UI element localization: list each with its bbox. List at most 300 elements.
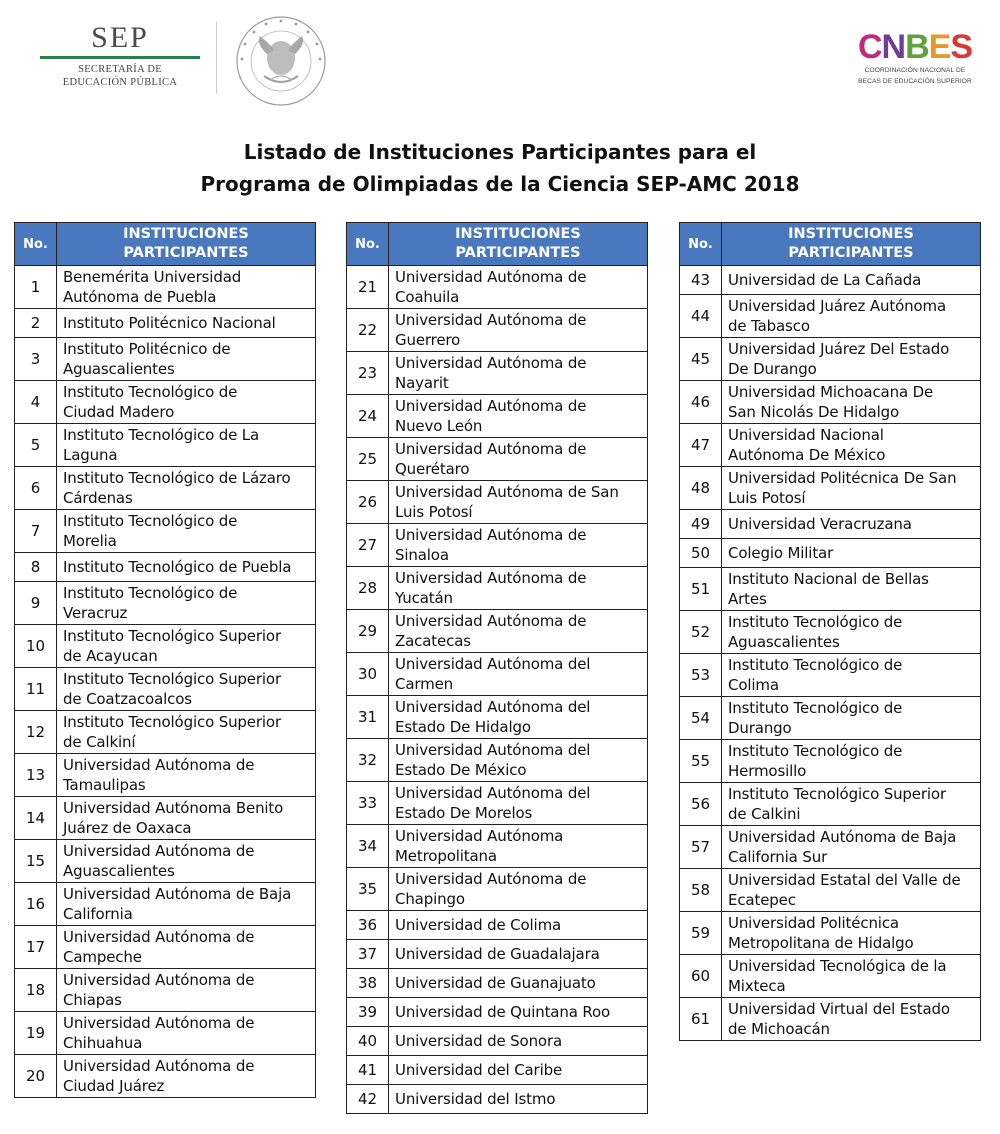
column-header-line: PARTICIPANTES xyxy=(788,245,914,261)
institution-name xyxy=(389,911,648,940)
institution-name-line: Universidad Autónoma de xyxy=(63,971,255,989)
row-number: 14 xyxy=(15,797,57,840)
table-header-row xyxy=(680,223,981,266)
table-row xyxy=(15,625,316,668)
institution-name-line: Instituto Tecnológico de xyxy=(63,383,238,401)
institution-name xyxy=(57,381,316,424)
institution-name-line: Universidad Autónoma de xyxy=(395,870,587,888)
table-row xyxy=(15,424,316,467)
institution-name-line: Nayarit xyxy=(395,374,449,392)
row-number: 1 xyxy=(15,266,57,309)
institution-name xyxy=(57,668,316,711)
column-header-no: No. xyxy=(347,223,389,266)
row-number: 39 xyxy=(347,998,389,1027)
institution-name-line: Universidad Nacional xyxy=(728,426,884,444)
institution-name-line: Instituto Tecnológico Superior xyxy=(63,713,281,731)
table-row xyxy=(347,352,648,395)
institution-name-line: Universidad Autónoma del xyxy=(395,741,591,759)
institution-name xyxy=(57,883,316,926)
institution-name xyxy=(57,266,316,309)
table-row xyxy=(347,309,648,352)
table-row xyxy=(680,998,981,1041)
table-row xyxy=(680,654,981,697)
institution-name-line: Durango xyxy=(728,719,792,737)
institution-name-line: Cárdenas xyxy=(63,489,133,507)
table-row xyxy=(347,911,648,940)
table-row xyxy=(680,539,981,568)
institution-name xyxy=(722,295,981,338)
institution-name-line: Universidad Autónoma del xyxy=(395,655,591,673)
institution-name xyxy=(722,654,981,697)
table-row xyxy=(680,510,981,539)
table-row xyxy=(680,338,981,381)
institution-name xyxy=(722,955,981,998)
institution-name xyxy=(722,912,981,955)
institution-name xyxy=(389,524,648,567)
institution-name-line: Universidad Veracruzana xyxy=(728,515,912,533)
column-header-institutions xyxy=(389,223,648,266)
table-row xyxy=(680,783,981,826)
institution-name-line: Colima xyxy=(728,676,779,694)
row-number: 33 xyxy=(347,782,389,825)
table-row xyxy=(680,295,981,338)
institution-name-line: Instituto Tecnológico Superior xyxy=(63,627,281,645)
institution-name xyxy=(57,1012,316,1055)
row-number: 35 xyxy=(347,868,389,911)
institution-name-line: Universidad de Guanajuato xyxy=(395,974,596,992)
row-number: 44 xyxy=(680,295,722,338)
row-number: 4 xyxy=(15,381,57,424)
institution-name-line: Universidad de Quintana Roo xyxy=(395,1003,611,1021)
institution-name-line: Universidad Autónoma de xyxy=(395,569,587,587)
table-row xyxy=(15,510,316,553)
table-row xyxy=(15,381,316,424)
table-row xyxy=(15,883,316,926)
institution-name-line: Ciudad Juárez xyxy=(63,1077,165,1095)
institution-name xyxy=(57,797,316,840)
table-row xyxy=(15,1055,316,1098)
row-number: 49 xyxy=(680,510,722,539)
row-number: 53 xyxy=(680,654,722,697)
institution-name-line: De Durango xyxy=(728,360,817,378)
cnbes-letter: S xyxy=(950,28,973,66)
table-row xyxy=(680,912,981,955)
institution-name xyxy=(389,481,648,524)
institution-name xyxy=(722,510,981,539)
institution-name-line: Mixteca xyxy=(728,977,786,995)
institution-name-line: de Coatzacoalcos xyxy=(63,690,192,708)
institution-name xyxy=(57,625,316,668)
institution-name xyxy=(389,825,648,868)
column-header-institutions xyxy=(722,223,981,266)
institution-name xyxy=(389,352,648,395)
table-row xyxy=(680,740,981,783)
institution-name-line: Laguna xyxy=(63,446,118,464)
table-row xyxy=(347,266,648,309)
institution-name-line: Chihuahua xyxy=(63,1034,143,1052)
table-row xyxy=(347,481,648,524)
table-row xyxy=(347,1085,648,1114)
institution-name xyxy=(57,754,316,797)
institution-name-line: Nuevo León xyxy=(395,417,483,435)
institution-name-line: Universidad de La Cañada xyxy=(728,271,922,289)
row-number: 31 xyxy=(347,696,389,739)
institution-name-line: Morelia xyxy=(63,532,117,550)
institution-name-line: Yucatán xyxy=(395,589,453,607)
row-number: 22 xyxy=(347,309,389,352)
table-row xyxy=(347,438,648,481)
table-row xyxy=(15,553,316,582)
table-row xyxy=(15,754,316,797)
row-number: 29 xyxy=(347,610,389,653)
institution-name xyxy=(722,467,981,510)
institution-name xyxy=(389,438,648,481)
institution-name-line: Luis Potosí xyxy=(395,503,473,521)
institution-name-line: Universidad de Sonora xyxy=(395,1032,563,1050)
institution-name-line: Zacatecas xyxy=(395,632,471,650)
table-row xyxy=(347,1056,648,1085)
institution-name-line: Benemérita Universidad xyxy=(63,268,242,286)
institution-name-line: Universidad Tecnológica de la xyxy=(728,957,947,975)
institution-name-line: Universidad Michoacana De xyxy=(728,383,934,401)
institution-name xyxy=(57,424,316,467)
cnbes-letter: C xyxy=(857,28,882,66)
institution-name xyxy=(389,998,648,1027)
institution-name-line: Autónoma de Puebla xyxy=(63,288,217,306)
institution-name-line: Universidad Autónoma Benito xyxy=(63,799,284,817)
row-number: 24 xyxy=(347,395,389,438)
row-number: 52 xyxy=(680,611,722,654)
institution-name-line: Querétaro xyxy=(395,460,470,478)
row-number: 10 xyxy=(15,625,57,668)
row-number: 41 xyxy=(347,1056,389,1085)
institution-name xyxy=(57,969,316,1012)
institution-name-line: Aguascalientes xyxy=(63,862,175,880)
column-header-line: INSTITUCIONES xyxy=(455,226,581,242)
institutions-table-2 xyxy=(346,222,648,1114)
institution-name xyxy=(722,266,981,295)
institution-name-line: Colegio Militar xyxy=(728,544,834,562)
institution-name xyxy=(57,553,316,582)
institution-name-line: San Nicolás De Hidalgo xyxy=(728,403,900,421)
row-number: 9 xyxy=(15,582,57,625)
institution-name-line: Universidad Autónoma de xyxy=(395,526,587,544)
institution-name xyxy=(389,395,648,438)
column-header-line: PARTICIPANTES xyxy=(123,245,249,261)
institution-name-line: Guerrero xyxy=(395,331,461,349)
table-row xyxy=(15,266,316,309)
institution-name-line: Metropolitana de Hidalgo xyxy=(728,934,914,952)
institution-name-line: de Calkiní xyxy=(63,733,136,751)
institution-name-line: Universidad Politécnica De San xyxy=(728,469,957,487)
institution-name xyxy=(722,869,981,912)
institution-name-line: Artes xyxy=(728,590,767,608)
row-number: 28 xyxy=(347,567,389,610)
institution-name-line: Universidad del Caribe xyxy=(395,1061,563,1079)
row-number: 45 xyxy=(680,338,722,381)
institution-name-line: Universidad Autónoma de xyxy=(395,354,587,372)
row-number: 32 xyxy=(347,739,389,782)
column-header-institutions xyxy=(57,223,316,266)
institution-name xyxy=(57,1055,316,1098)
sep-logo xyxy=(40,22,200,89)
table-header-row xyxy=(347,223,648,266)
row-number: 37 xyxy=(347,940,389,969)
institution-name xyxy=(722,568,981,611)
institution-name xyxy=(722,611,981,654)
institution-name xyxy=(722,826,981,869)
institution-name-line: Carmen xyxy=(395,675,454,693)
cnbes-letter: N xyxy=(881,28,906,66)
institution-name xyxy=(722,740,981,783)
table-row xyxy=(347,825,648,868)
institution-name-line: de Tabasco xyxy=(728,317,810,335)
institution-name-line: Universidad Autónoma de xyxy=(63,756,255,774)
row-number: 51 xyxy=(680,568,722,611)
institution-name-line: Sinaloa xyxy=(395,546,449,564)
row-number: 55 xyxy=(680,740,722,783)
institution-name-line: Universidad Autónoma de xyxy=(63,842,255,860)
institution-name xyxy=(722,424,981,467)
table-row xyxy=(680,869,981,912)
institution-name-line: Universidad Juárez Autónoma xyxy=(728,297,947,315)
row-number: 18 xyxy=(15,969,57,1012)
table-row xyxy=(347,940,648,969)
institution-name-line: Instituto Tecnológico de xyxy=(728,742,903,760)
institution-name-line: Universidad Politécnica xyxy=(728,914,899,932)
institution-name-line: Ciudad Madero xyxy=(63,403,175,421)
row-number: 47 xyxy=(680,424,722,467)
institutions-table-1 xyxy=(14,222,316,1098)
table-row xyxy=(347,868,648,911)
row-number: 48 xyxy=(680,467,722,510)
institution-name xyxy=(389,1085,648,1114)
institution-name xyxy=(389,266,648,309)
institution-name-line: Instituto Tecnológico de xyxy=(728,613,903,631)
institution-name-line: Universidad Autónoma de Baja xyxy=(728,828,957,846)
institution-name-line: de Acayucan xyxy=(63,647,158,665)
institution-name-line: Universidad del Istmo xyxy=(395,1090,556,1108)
institution-name-line: Chiapas xyxy=(63,991,122,1009)
cnbes-logo xyxy=(856,30,974,86)
institution-name xyxy=(389,567,648,610)
table-row xyxy=(15,969,316,1012)
row-number: 36 xyxy=(347,911,389,940)
institution-name xyxy=(57,840,316,883)
table-row xyxy=(15,582,316,625)
institution-name xyxy=(389,696,648,739)
institution-name-line: Aguascalientes xyxy=(728,633,840,651)
institution-name-line: Juárez de Oaxaca xyxy=(63,819,192,837)
table-row xyxy=(680,266,981,295)
sep-logo-rule xyxy=(40,56,200,59)
sep-subtitle-line2: EDUCACIÓN PÚBLICA xyxy=(62,77,178,88)
row-number: 40 xyxy=(347,1027,389,1056)
table-row xyxy=(15,338,316,381)
institution-name xyxy=(722,338,981,381)
table-row xyxy=(347,1027,648,1056)
table-row xyxy=(680,467,981,510)
row-number: 43 xyxy=(680,266,722,295)
institution-name-line: Universidad Autónoma de xyxy=(63,1057,255,1075)
table-row xyxy=(680,697,981,740)
column-header-line: INSTITUCIONES xyxy=(123,226,249,242)
institution-name xyxy=(389,309,648,352)
institution-name-line: Estado De Morelos xyxy=(395,804,533,822)
column-header-no: No. xyxy=(680,223,722,266)
institution-name xyxy=(389,739,648,782)
institution-name-line: Estado De Hidalgo xyxy=(395,718,531,736)
institution-name-line: Instituto Tecnológico de La xyxy=(63,426,260,444)
cnbes-letter: B xyxy=(905,28,929,66)
institution-name-line: Instituto Tecnológico de xyxy=(63,512,238,530)
row-number: 34 xyxy=(347,825,389,868)
row-number: 16 xyxy=(15,883,57,926)
institution-name-line: Aguascalientes xyxy=(63,360,175,378)
table-row xyxy=(347,653,648,696)
row-number: 3 xyxy=(15,338,57,381)
cnbes-subtitle-line1: COORDINACIÓN NACIONAL DE xyxy=(864,67,966,74)
table-header-row xyxy=(15,223,316,266)
institution-name-line: Metropolitana xyxy=(395,847,497,865)
table-row xyxy=(15,309,316,338)
institution-name-line: California xyxy=(63,905,133,923)
institution-name-line: Universidad Autónoma de xyxy=(395,268,587,286)
institution-name-line: Universidad Autónoma de Baja xyxy=(63,885,292,903)
institution-name-line: Campeche xyxy=(63,948,142,966)
row-number: 25 xyxy=(347,438,389,481)
institution-name-line: Instituto Tecnológico de xyxy=(728,656,903,674)
institution-name-line: Chapingo xyxy=(395,890,465,908)
row-number: 13 xyxy=(15,754,57,797)
institution-name-line: Universidad de Colima xyxy=(395,916,562,934)
table-row xyxy=(347,998,648,1027)
institution-name xyxy=(57,510,316,553)
table-row xyxy=(15,467,316,510)
logo-divider xyxy=(216,22,217,94)
column-header-no: No. xyxy=(15,223,57,266)
institution-name xyxy=(722,998,981,1041)
sep-logo-text: SEP xyxy=(91,21,149,54)
institution-name-line: Universidad Autónoma de xyxy=(395,440,587,458)
institution-name xyxy=(389,1027,648,1056)
column-header-line: PARTICIPANTES xyxy=(455,245,581,261)
table-row xyxy=(680,955,981,998)
table-row xyxy=(347,524,648,567)
row-number: 17 xyxy=(15,926,57,969)
institution-name xyxy=(57,338,316,381)
row-number: 7 xyxy=(15,510,57,553)
column-header-line: INSTITUCIONES xyxy=(788,226,914,242)
institution-name-line: Universidad Virtual del Estado xyxy=(728,1000,950,1018)
institution-name-line: Universidad Autónoma de xyxy=(395,311,587,329)
table-row xyxy=(347,395,648,438)
institution-name-line: Universidad Autónoma de xyxy=(63,1014,255,1032)
institution-name xyxy=(389,969,648,998)
institution-name-line: Universidad de Guadalajara xyxy=(395,945,600,963)
institution-name-line: Universidad Autónoma xyxy=(395,827,564,845)
row-number: 11 xyxy=(15,668,57,711)
institution-name xyxy=(57,467,316,510)
institution-name xyxy=(389,940,648,969)
institution-name-line: Coahuila xyxy=(395,288,460,306)
institution-name-line: Universidad Autónoma del xyxy=(395,784,591,802)
institution-name-line: Universidad Autónoma de San xyxy=(395,483,619,501)
institution-name xyxy=(57,711,316,754)
institution-name-line: Veracruz xyxy=(63,604,128,622)
row-number: 61 xyxy=(680,998,722,1041)
institution-name xyxy=(389,1056,648,1085)
row-number: 12 xyxy=(15,711,57,754)
table-row xyxy=(15,840,316,883)
institution-name-line: Instituto Politécnico Nacional xyxy=(63,314,276,332)
institution-name-line: de Michoacán xyxy=(728,1020,830,1038)
institution-name-line: Universidad Autónoma de xyxy=(395,612,587,630)
table-row xyxy=(347,969,648,998)
institution-name-line: Instituto Tecnológico de xyxy=(728,699,903,717)
row-number: 6 xyxy=(15,467,57,510)
institution-name-line: Estado De México xyxy=(395,761,527,779)
institution-name-line: Instituto Tecnológico de Puebla xyxy=(63,558,292,576)
row-number: 30 xyxy=(347,653,389,696)
page-title-line2: Programa de Olimpiadas de la Ciencia SEP-AMC 2018 xyxy=(200,172,800,196)
institution-name-line: Instituto Nacional de Bellas xyxy=(728,570,929,588)
table-row xyxy=(15,668,316,711)
institution-name-line: Universidad Estatal del Valle de xyxy=(728,871,961,889)
table-row xyxy=(347,739,648,782)
table-row xyxy=(680,826,981,869)
institution-name xyxy=(722,539,981,568)
cnbes-logo-text xyxy=(856,30,974,64)
row-number: 54 xyxy=(680,697,722,740)
table-row xyxy=(680,424,981,467)
institution-name-line: de Calkini xyxy=(728,805,801,823)
institution-name xyxy=(389,782,648,825)
institution-name-line: Instituto Tecnológico Superior xyxy=(63,670,281,688)
institutions-table-3 xyxy=(679,222,981,1041)
cnbes-letter: E xyxy=(928,28,951,66)
table-row xyxy=(15,797,316,840)
table-row xyxy=(680,611,981,654)
institution-name xyxy=(389,653,648,696)
row-number: 46 xyxy=(680,381,722,424)
row-number: 50 xyxy=(680,539,722,568)
institution-name-line: Universidad Autónoma de xyxy=(63,928,255,946)
institution-name-line: Tamaulipas xyxy=(63,776,146,794)
row-number: 59 xyxy=(680,912,722,955)
institution-name xyxy=(57,309,316,338)
institution-name xyxy=(389,610,648,653)
row-number: 38 xyxy=(347,969,389,998)
row-number: 56 xyxy=(680,783,722,826)
institution-name-line: Autónoma De México xyxy=(728,446,886,464)
institution-name-line: Instituto Politécnico de xyxy=(63,340,231,358)
row-number: 20 xyxy=(15,1055,57,1098)
row-number: 21 xyxy=(347,266,389,309)
table-row xyxy=(347,782,648,825)
institution-name-line: Ecatepec xyxy=(728,891,796,909)
sep-subtitle-line1: SECRETARÍA DE xyxy=(78,64,162,75)
cnbes-subtitle-line2: BECAS DE EDUCACIÓN SUPERIOR xyxy=(858,78,972,85)
table-row xyxy=(347,610,648,653)
row-number: 5 xyxy=(15,424,57,467)
table-row xyxy=(15,926,316,969)
institution-name-line: Universidad Juárez Del Estado xyxy=(728,340,950,358)
row-number: 57 xyxy=(680,826,722,869)
row-number: 2 xyxy=(15,309,57,338)
table-row xyxy=(680,568,981,611)
row-number: 19 xyxy=(15,1012,57,1055)
